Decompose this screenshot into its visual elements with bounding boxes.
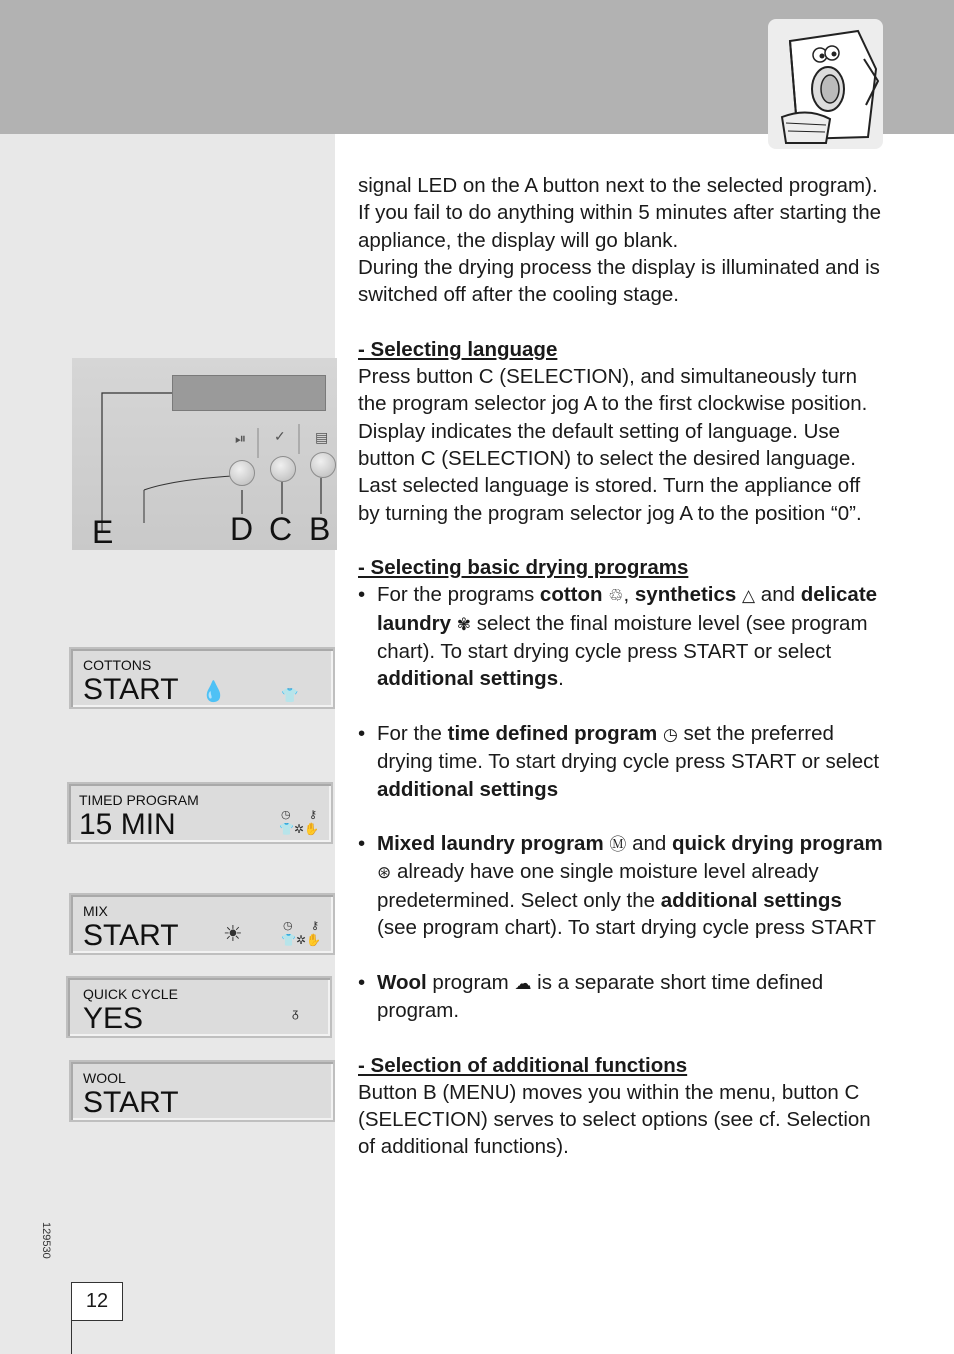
lcd-value: START [83, 919, 179, 952]
dryer-mascot-logo [768, 19, 883, 149]
key-icon: ⚷ [309, 809, 318, 821]
mix-icon: Ⓜ [609, 835, 627, 855]
start-pause-icon: ⏯ [235, 430, 247, 446]
label-e: E [92, 514, 114, 550]
lcd-wool [69, 1060, 335, 1122]
fabric-symbols-icon: 👕✲✋ [281, 933, 321, 947]
bullet-wool: • Wool program ☁ is a separate short time defined program. [358, 969, 883, 1025]
lcd-quick-cycle [66, 976, 332, 1038]
lcd-label: TIMED PROGRAM [79, 792, 199, 808]
dryer-mascot-icon [768, 19, 883, 149]
instructions-text [358, 172, 883, 1161]
menu-icon: ▤ [315, 429, 329, 445]
label-c: C [269, 511, 293, 547]
heading-basic-programs: - Selecting basic drying programs [358, 556, 689, 580]
lcd-label: WOOL [83, 1070, 126, 1086]
lcd-label: MIX [83, 903, 108, 919]
language-body: Press button C (SELECTION), and simultaneously turn the program selector jog A to the first clockwise position. Display indicates the default setting of language. Use button C (SELECTION) to select the desired language. Last selected language is stored. Turn the appliance off by turning the program selector jog A to the position “0”. [358, 365, 868, 525]
clock-icon: ◷ [281, 809, 291, 821]
intro-line-3: During the drying process the display is illuminated and is switched off after the cooling stage. [358, 255, 880, 307]
document-code: 129530 [40, 1222, 52, 1259]
key-icon: ⚷ [311, 920, 320, 932]
lcd-label: QUICK CYCLE [83, 986, 178, 1002]
sun-icon: ☀ [223, 921, 243, 946]
fabric-symbols-icon: 👕✲✋ [279, 822, 319, 836]
lcd-value: 15 MIN [79, 808, 176, 841]
lcd-value: YES [83, 1002, 144, 1035]
lcd-value: START [83, 1086, 179, 1119]
lcd-value: START [83, 673, 179, 706]
small-drop-icon: ᵹ [292, 1006, 299, 1020]
clock-icon: ◷ [283, 920, 293, 932]
lcd-mix [69, 893, 335, 955]
lcd-cottons [69, 647, 335, 709]
bullet-timed-program: • For the time defined program ◷ set the preferred drying time. To start drying cycle press START or select additional settings [358, 720, 883, 803]
bullet-mixed-quick: • Mixed laundry program Ⓜ and quick drying program ⊛ already have one single moisture level already predetermined. Select only the additional settings (see program chart). To start drying cycle press START [358, 830, 883, 941]
wool-icon: ☁ [514, 973, 532, 993]
button-d[interactable] [229, 460, 255, 486]
lcd-label: COTTONS [83, 657, 152, 673]
cotton-icon: ♲ [608, 586, 624, 606]
button-b[interactable] [310, 452, 336, 478]
moisture-drops-icon: 💧 [201, 681, 226, 703]
quick-drying-icon: ⊛ [377, 863, 392, 883]
page-number: 12 [71, 1282, 123, 1321]
synthetics-icon: △ [742, 586, 756, 606]
heading-selecting-language: - Selecting language [358, 337, 558, 361]
lcd-timed-program [67, 782, 333, 844]
control-panel-illustration [72, 358, 337, 550]
page-number-rule [71, 1319, 72, 1354]
intro-line-1: signal LED on the A button next to the selected program). [358, 174, 878, 197]
butterfly-icon: ✾ [456, 614, 471, 634]
intro-line-2: If you fail to do anything within 5 minutes after starting the appliance, the display will go blank. [358, 201, 882, 252]
left-column [0, 134, 335, 1354]
label-b: B [309, 511, 331, 547]
bullet-cotton-synthetics-delicate: • For the programs cotton ♲, synthetics △ and delicate laundry ✾ select the final moisture level (see program chart). To start drying cycle press START or select additional settings. [358, 581, 883, 692]
clock-icon: ◷ [662, 724, 678, 744]
heading-additional-functions: - Selection of additional functions [358, 1053, 688, 1077]
button-c[interactable] [270, 456, 296, 482]
shirt-icon: 👕 [281, 687, 299, 703]
label-d: D [230, 511, 254, 547]
selection-check-icon: ✓ [274, 428, 286, 444]
additional-body: Button B (MENU) moves you within the menu, button C (SELECTION) serves to select options (see cf. Selection of additional functions). [358, 1080, 871, 1159]
